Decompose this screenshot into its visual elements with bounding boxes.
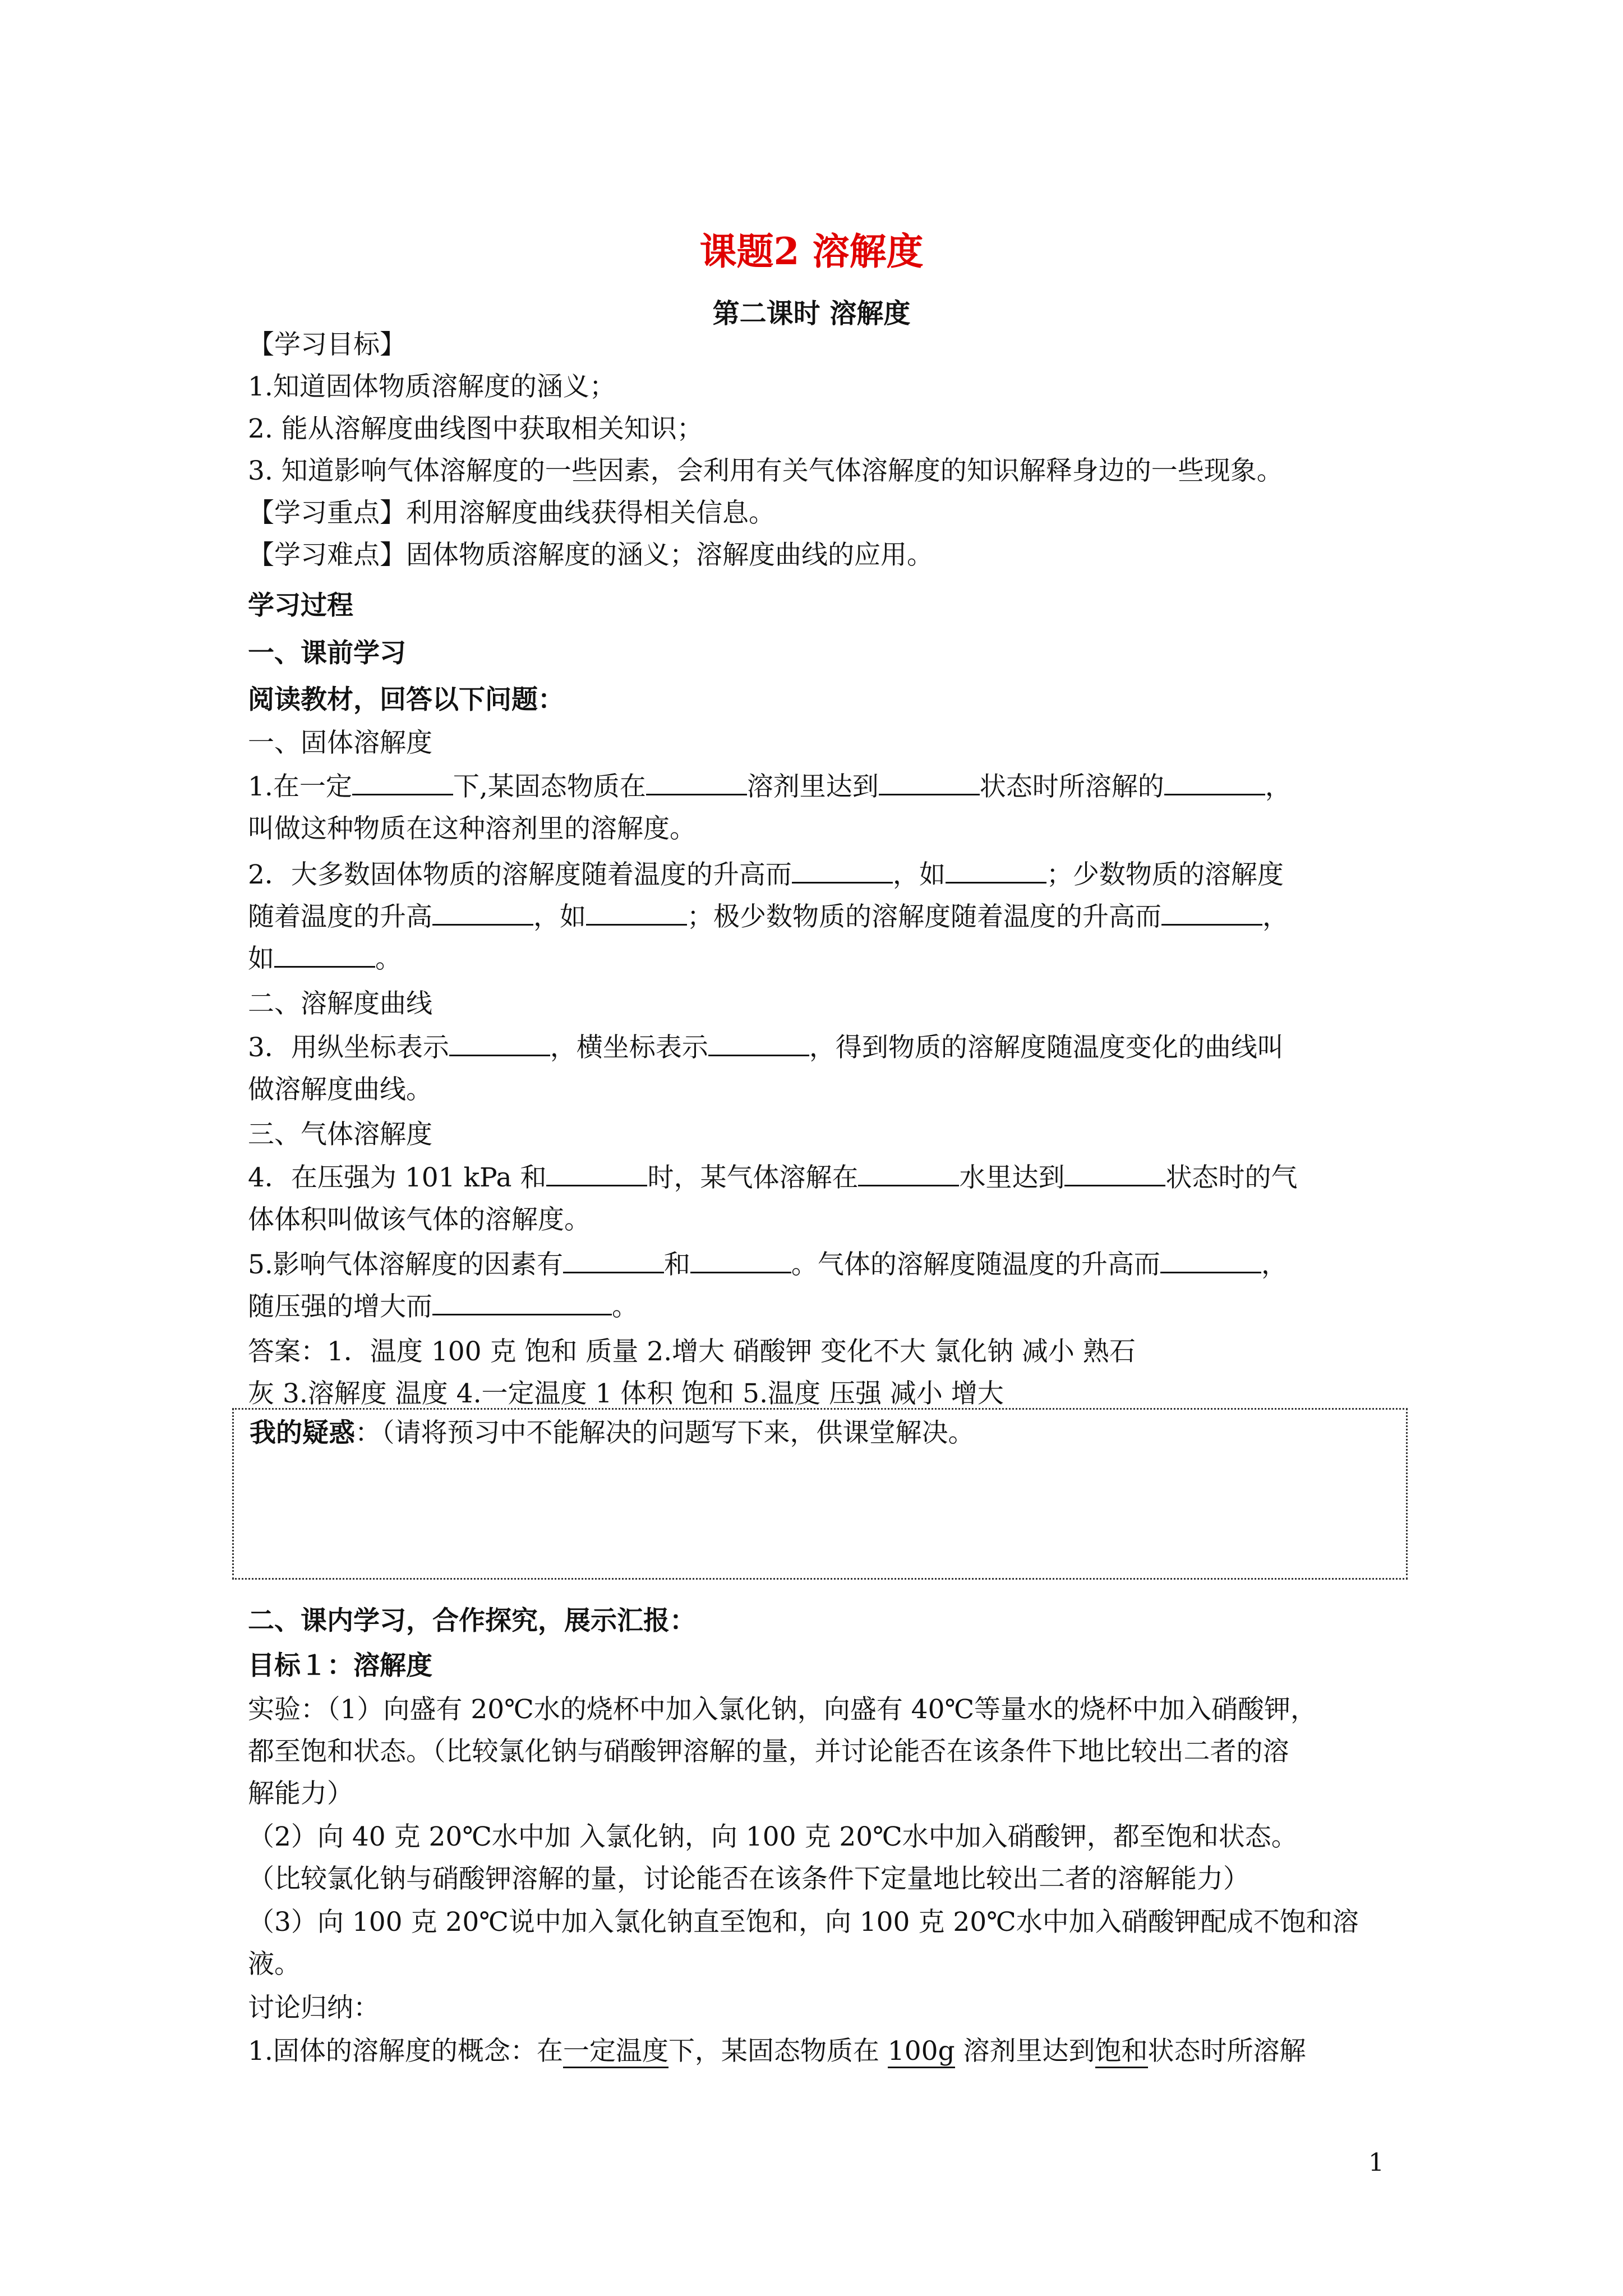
answer-blank[interactable] [274, 944, 375, 968]
doubt-box[interactable] [232, 1408, 1408, 1580]
answer-blank[interactable] [563, 1249, 664, 1273]
question-4-cont: 体体积叫做该气体的溶解度。 [248, 1204, 591, 1235]
answer-blank[interactable] [858, 1162, 959, 1186]
experiment-2-cont: （比较氯化钠与硝酸钾溶解的量，讨论能否在该条件下定量地比较出二者的溶解能力） [248, 1864, 1249, 1894]
question-5: 5.影响气体溶解度的因素有 和 。气体的溶解度随温度的升高而 ， [248, 1249, 1288, 1280]
answer-blank[interactable] [546, 1162, 647, 1186]
pre-study-header: 一、课前学习 [248, 638, 406, 669]
difficulty: 【学习难点】固体物质溶解度的涵义；溶解度曲线的应用。 [248, 540, 933, 570]
answer-blank[interactable] [1160, 1249, 1261, 1273]
process-header: 学习过程 [248, 590, 353, 621]
in-class-header: 二、课内学习，合作探究，展示汇报： [248, 1605, 696, 1636]
answer-key: 答案：1．温度 100 克 饱和 质量 2.增大 硝酸钾 变化不大 氯化钠 减小 熟石 [248, 1336, 1136, 1367]
doubt-prompt: 我的疑惑：（请将预习中不能解决的问题写下来，供课堂解决。 [250, 1418, 975, 1448]
answer-blank[interactable] [432, 1291, 612, 1315]
question-1-cont: 叫做这种物质在这种溶剂里的溶解度。 [248, 813, 696, 844]
answer-blank[interactable] [1164, 771, 1265, 795]
answer-blank[interactable] [1161, 901, 1262, 926]
section-solid-solubility: 一、固体溶解度 [248, 728, 432, 758]
question-2-cont: 如 。 [248, 944, 402, 974]
question-2-cont: 随着温度的升高 ，如 ；极少数物质的溶解度随着温度的升高而 ， [248, 901, 1289, 932]
answer-blank[interactable] [792, 859, 893, 884]
page-title: 课题2 溶解度 [699, 229, 924, 273]
page-number: 1 [1368, 2148, 1384, 2177]
question-3-cont: 做溶解度曲线。 [248, 1074, 432, 1105]
answer-blank[interactable] [352, 771, 453, 795]
discussion-label: 讨论归纳： [248, 1993, 380, 2023]
question-4: 4．在压强为 101 kPa 和 时，某气体溶解在 水里达到 状态时的气 [248, 1162, 1298, 1193]
target-1: 目标１：溶解度 [248, 1650, 432, 1681]
page-subtitle: 第二课时 溶解度 [712, 298, 911, 329]
experiment-3-cont: 液。 [248, 1949, 301, 1980]
objective-item: 3. 知道影响气体溶解度的一些因素，会利用有关气体溶解度的知识解释身边的一些现象。 [248, 455, 1283, 486]
pre-study-instruction: 阅读教材，回答以下问题： [248, 684, 564, 715]
objective-item: 1.知道固体物质溶解度的涵义； [248, 371, 616, 402]
question-3: 3．用纵坐标表示 ，横坐标表示 ，得到物质的溶解度随温度变化的曲线叫 [248, 1032, 1284, 1063]
section-solubility-curve: 二、溶解度曲线 [248, 988, 432, 1019]
answer-blank[interactable] [646, 771, 747, 795]
answer-blank[interactable] [946, 859, 1046, 884]
question-1: 1.在一定 下,某固态物质在 溶剂里达到 状态时所溶解的 ， [248, 771, 1292, 802]
question-5-cont: 随压强的增大而 。 [248, 1291, 638, 1322]
answer-blank[interactable] [432, 901, 533, 926]
question-2: 2．大多数固体物质的溶解度随着温度的升高而 ，如 ；少数物质的溶解度 [248, 859, 1284, 890]
answer-blank[interactable] [449, 1032, 550, 1056]
experiment-1-cont: 都至饱和状态。（比较氯化钠与硝酸钾溶解的量，并讨论能否在该条件下地比较出二者的溶 [248, 1736, 1289, 1767]
objectives-header: 【学习目标】 [248, 329, 406, 360]
section-gas-solubility: 三、气体溶解度 [248, 1119, 432, 1150]
key-point: 【学习重点】利用溶解度曲线获得相关信息。 [248, 498, 775, 528]
doubt-label: 我的疑惑 [250, 1418, 355, 1448]
experiment-3: （3）向 100 克 20℃说中加入氯化钠直至饱和，向 100 克 20℃水中加入硝酸钾配成不饱和溶 [248, 1907, 1359, 1938]
answer-blank[interactable] [690, 1249, 791, 1273]
solubility-concept: 1.固体的溶解度的概念：在一定温度下，某固态物质在 100g 溶剂里达到饱和状态时所溶解 [248, 2035, 1306, 2068]
objective-item: 2. 能从溶解度曲线图中获取相关知识； [248, 413, 703, 444]
answer-blank[interactable] [879, 771, 980, 795]
experiment-2: （2）向 40 克 20℃水中加 入氯化钠，向 100 克 20℃水中加入硝酸钾，都至饱和状态。 [248, 1821, 1298, 1852]
answer-key-cont: 灰 3.溶解度 温度 4.一定温度 1 体积 饱和 5.温度 压强 减小 增大 [248, 1378, 1004, 1409]
answer-blank[interactable] [1064, 1162, 1165, 1186]
experiment-1: 实验：（1）向盛有 20℃水的烧杯中加入氯化钠，向盛有 40℃等量水的烧杯中加入硝酸钾， [248, 1694, 1317, 1725]
answer-blank[interactable] [586, 901, 687, 926]
answer-blank[interactable] [708, 1032, 809, 1056]
experiment-1-cont: 解能力） [248, 1778, 353, 1809]
